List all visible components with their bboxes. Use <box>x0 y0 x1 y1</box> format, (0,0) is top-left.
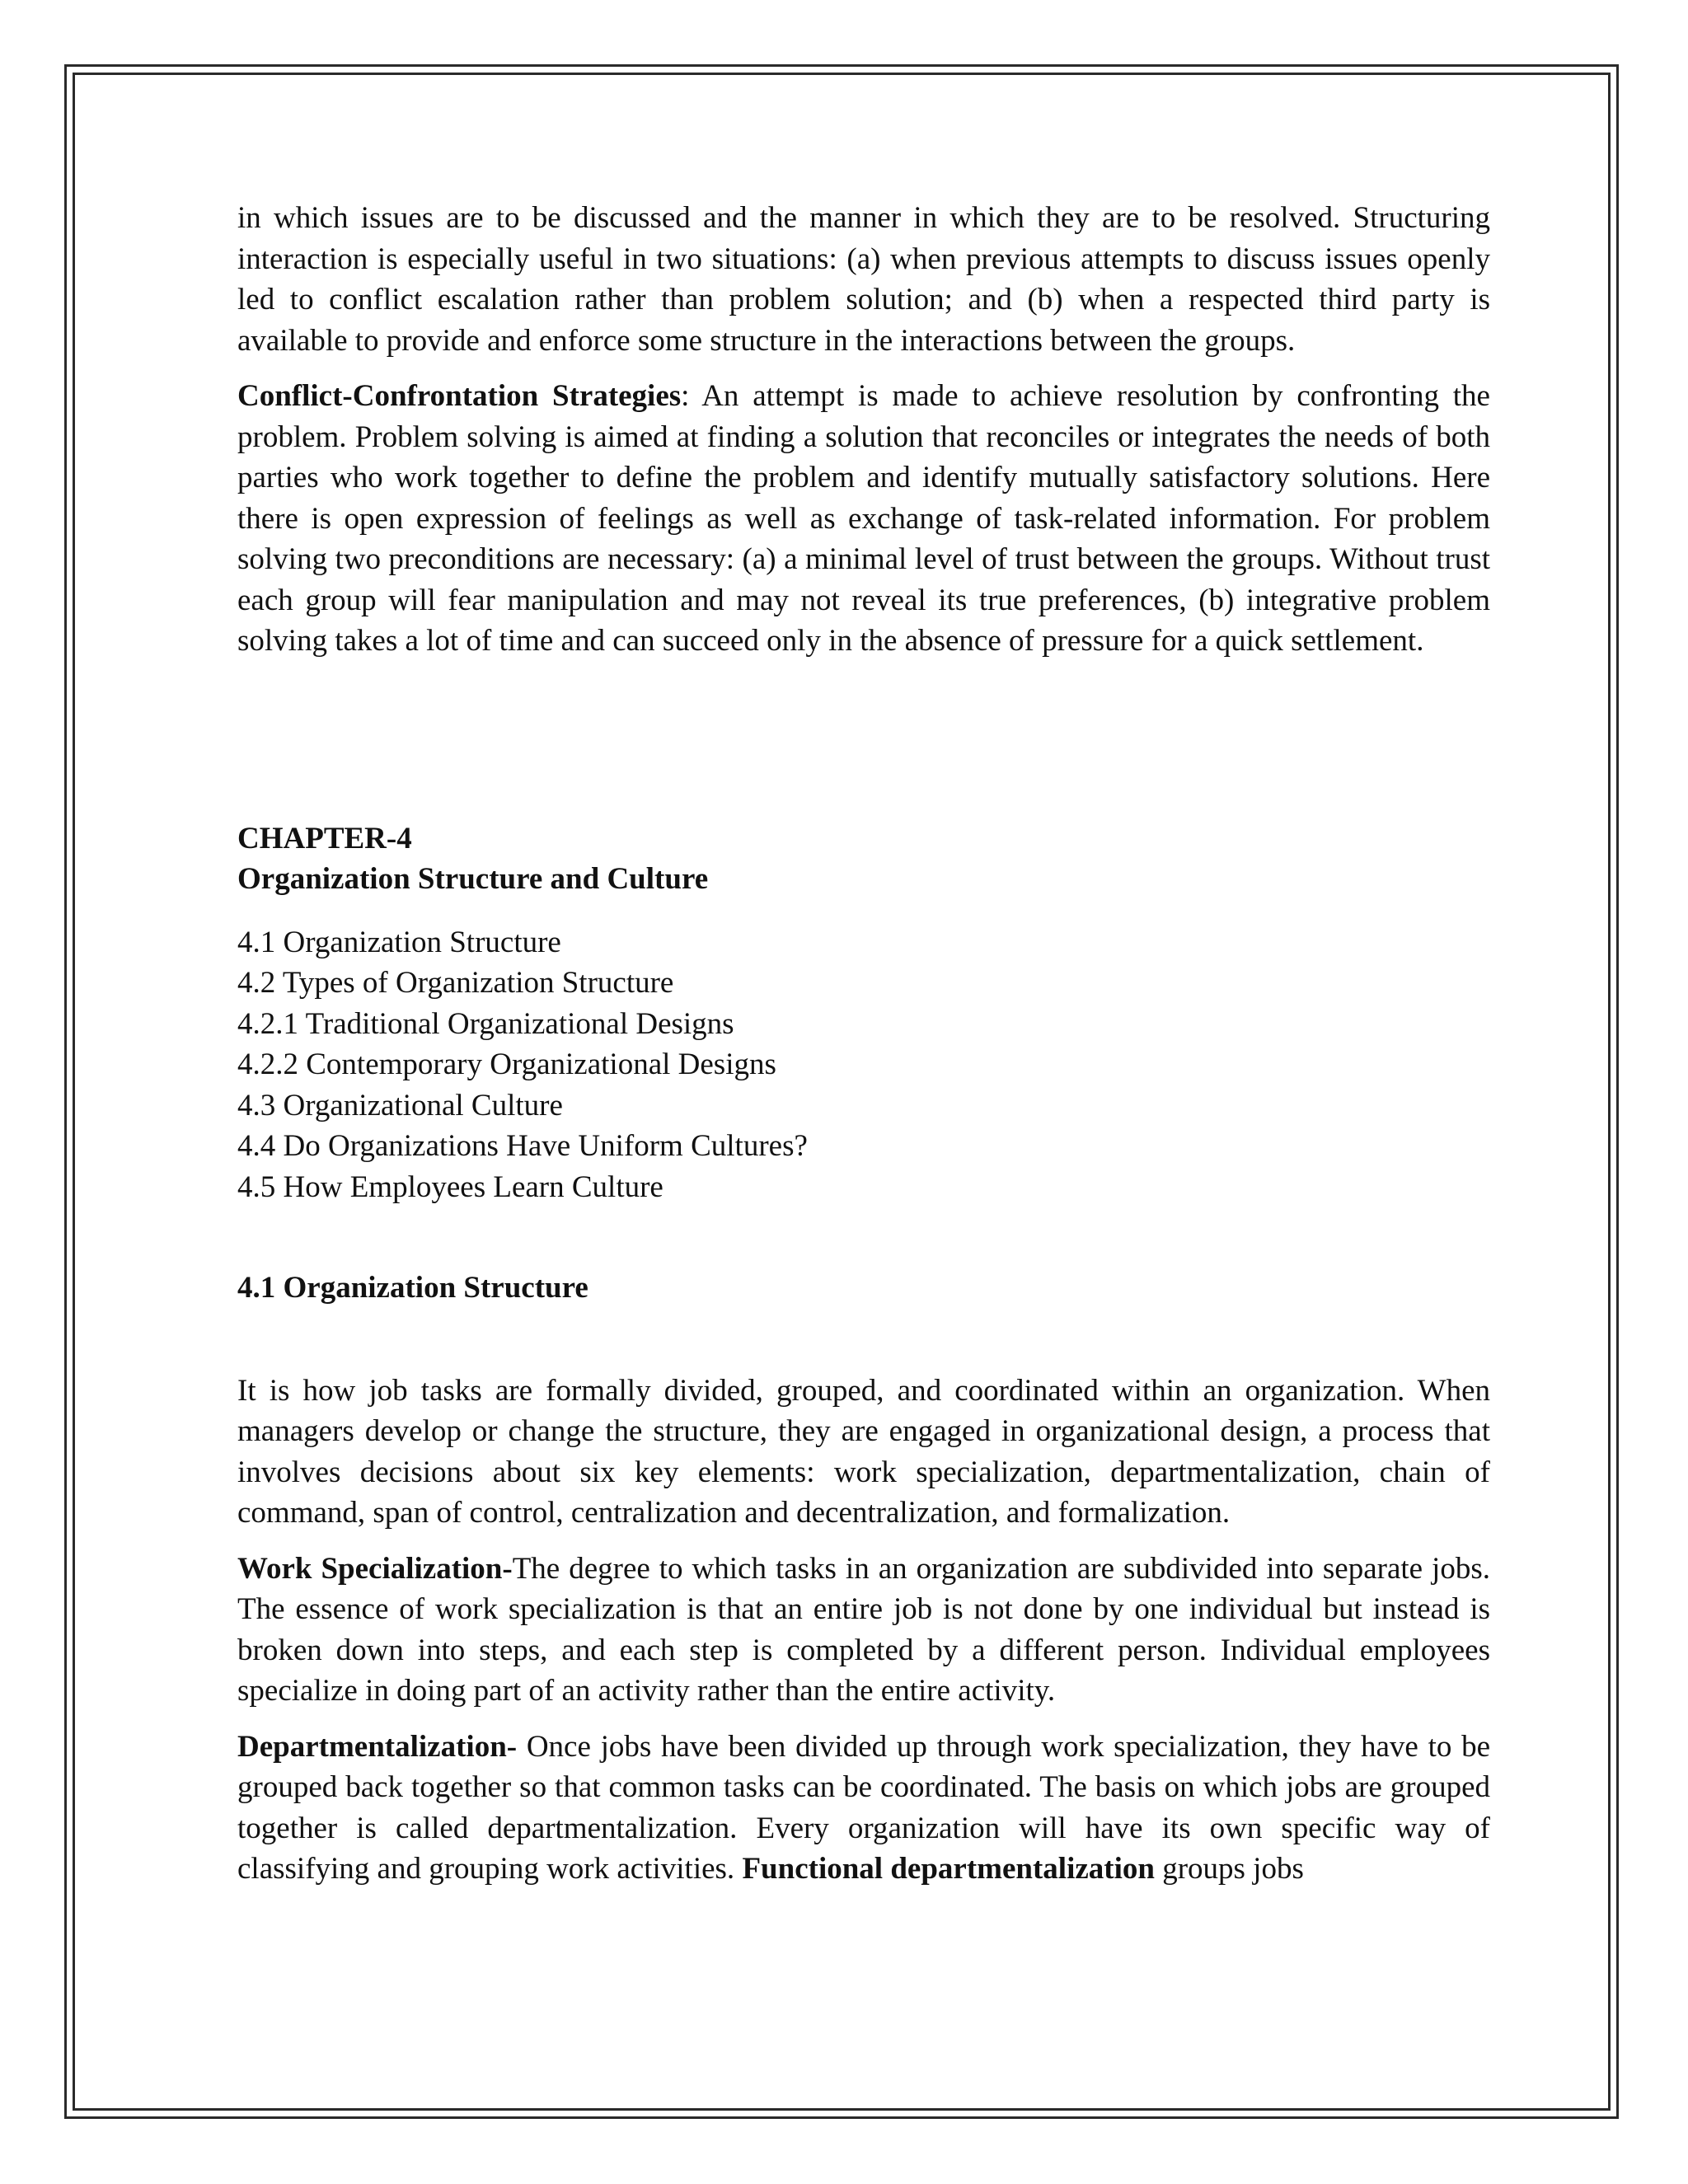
paragraph-structuring-interaction: in which issues are to be discussed and the manner in which they are to be resolved. Structuring interaction is especially useful in two situations: (a) when previous attempts to discuss issues openly led to conflict escalation rather than problem solution; and (b) when a respected third party is available to provide and enforce some structure in the interactions between the groups. <box>237 201 1490 358</box>
chapter-label: CHAPTER-4 <box>237 821 412 855</box>
chapter-title: Organization Structure and Culture <box>237 862 709 896</box>
functional-departmentalization-text: groups jobs <box>1154 1852 1304 1886</box>
toc-item: 4.5 How Employees Learn Culture <box>237 1169 663 1204</box>
toc-item: 4.2.2 Contemporary Organizational Designs <box>237 1047 776 1081</box>
page-content <box>237 198 1490 1890</box>
toc-item: 4.2.1 Traditional Organizational Designs <box>237 1006 734 1041</box>
work-specialization-text: The degree to which tasks in an organization are subdivided into separate jobs. The essence of work specialization is that an entire job is not done by one individual but instead is broken down into steps, and each step is completed by a different person. Individual employees specialize in doing part of an activity rather than the entire activity. <box>237 1551 1490 1708</box>
toc-item: 4.3 Organizational Culture <box>237 1088 563 1122</box>
term-functional-departmentalization: Functional departmentalization <box>742 1852 1155 1886</box>
departmentalization-text: Once jobs have been divided up through work specialization, they have to be grouped back together so that common tasks can be coordinated. The basis on which jobs are grouped together is called departmentalization. Every organization will have its own specific way of classifying and grouping work activities. <box>237 1729 1490 1886</box>
chapter-contents-list <box>237 922 1490 1208</box>
section-heading: 4.1 Organization Structure <box>237 1271 588 1305</box>
paragraph-organization-structure-intro: It is how job tasks are formally divided, grouped, and coordinated within an organization. When managers develop or change the structure, they are engaged in organizational design, a process that involves decisions about six key elements: work specialization, departmentalization, chain of command, span of control, centralization and decentralization, and formalization. <box>237 1373 1490 1530</box>
toc-item: 4.1 Organization Structure <box>237 925 561 959</box>
conflict-confrontation-text: : An attempt is made to achieve resolution by confronting the problem. Problem solving is aimed at finding a solution that reconciles or integrates the needs of both parties who work together to define the problem and identify mutually satisfactory solutions. Here there is open expression of feelings as well as exchange of task-related information. For problem solving two preconditions are necessary: (a) a minimal level of trust between the groups. Without trust each group will fear manipulation and may not reveal its true preferences, (b) integrative problem solving takes a lot of time and can succeed only in the absence of pressure for a quick settlement. <box>237 379 1490 658</box>
paragraph-departmentalization <box>237 1727 1490 1890</box>
term-conflict-confrontation: Conflict-Confrontation Strategies <box>237 379 682 413</box>
toc-item: 4.4 Do Organizations Have Uniform Cultures? <box>237 1129 808 1163</box>
paragraph-work-specialization <box>237 1549 1490 1712</box>
term-work-specialization: Work Specialization- <box>237 1551 513 1586</box>
term-departmentalization: Departmentalization- <box>237 1729 518 1764</box>
paragraph-conflict-confrontation <box>237 376 1490 662</box>
toc-item: 4.2 Types of Organization Structure <box>237 966 674 1000</box>
